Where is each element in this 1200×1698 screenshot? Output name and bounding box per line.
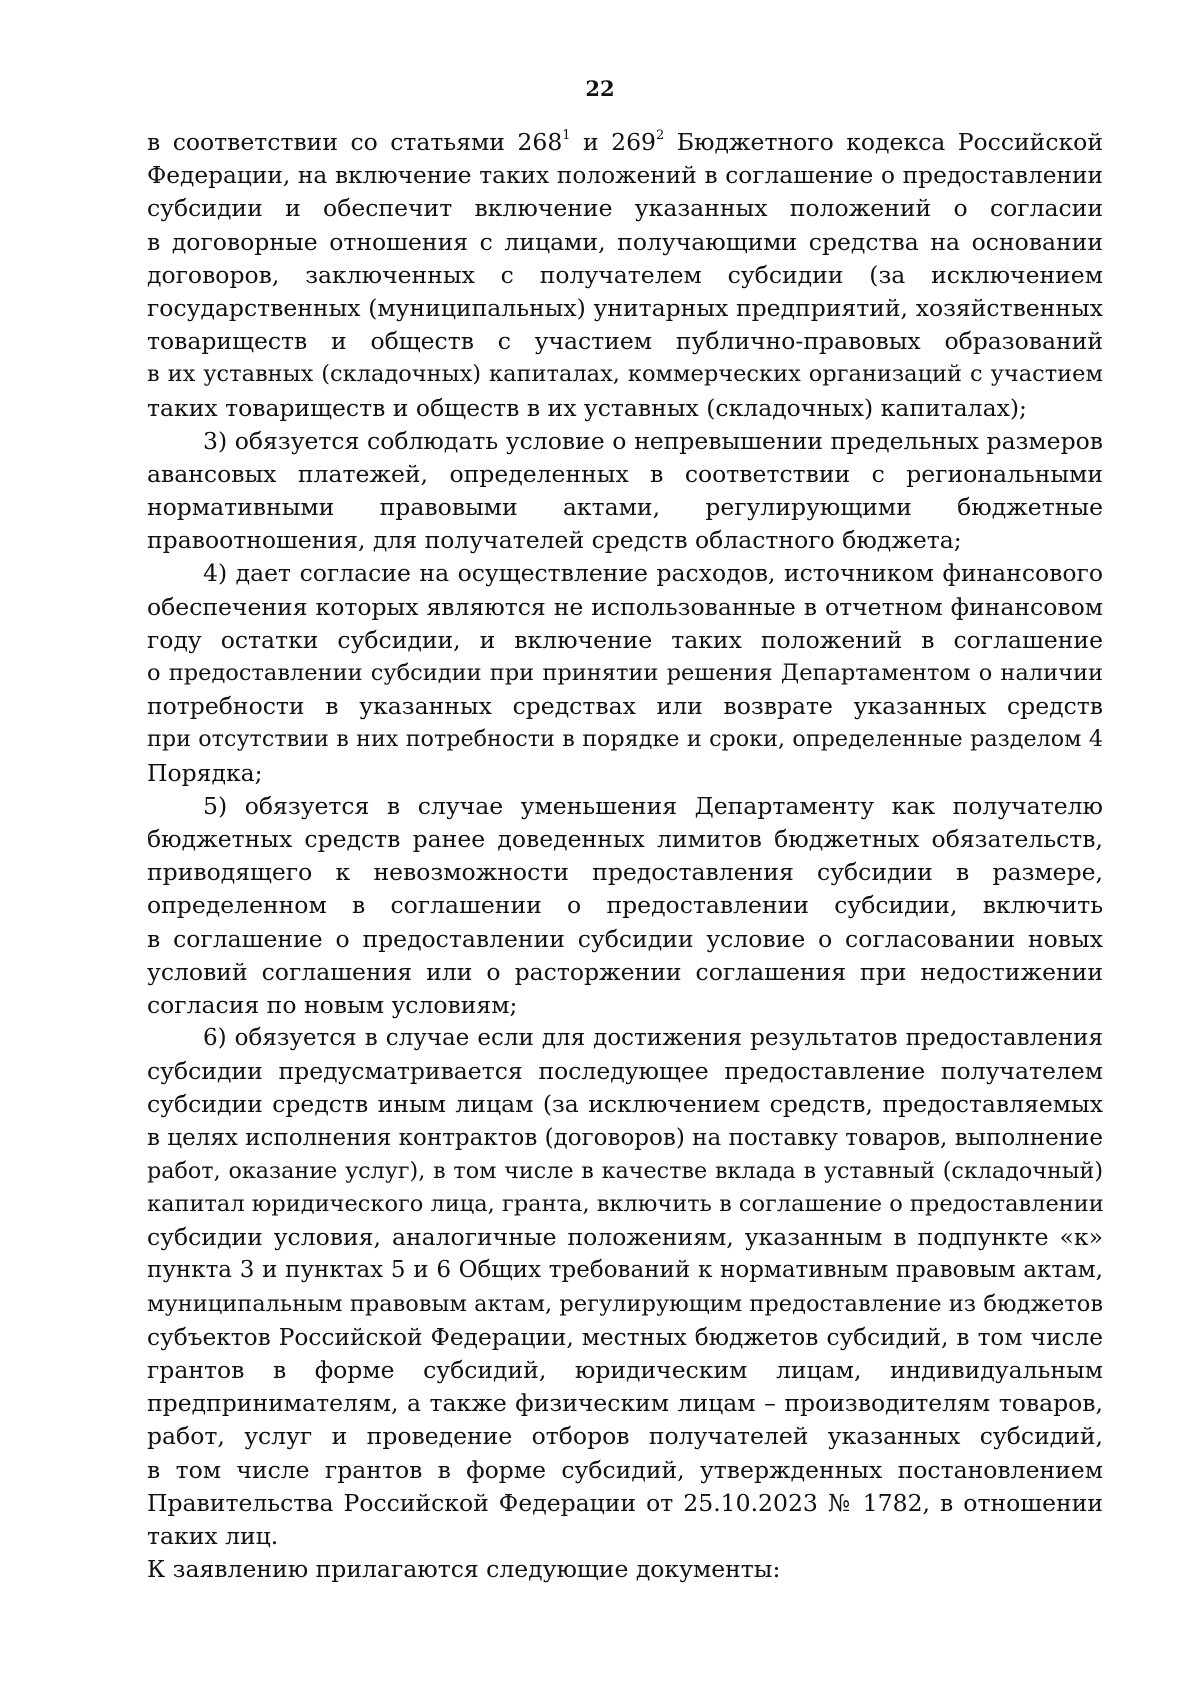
list-item-3-first-line: 3) обязуется соблюдать условие о непревышении предельных размеров [203, 426, 1103, 455]
text-line: субъектов Российской Федерации, местных бюджетов субсидий, в том числе [147, 1323, 1103, 1351]
text-line: о предоставлении субсидии при принятии решения Департаментом о наличии [147, 660, 1103, 686]
text-line: обеспечения которых являются не использованные в отчетном финансовом [147, 592, 1103, 621]
text-line: в соответствии со статьями $268^1$ и $269^2$ Бюджетного кодекса Российской [147, 128, 1103, 156]
superscript: 2 [656, 128, 665, 143]
list-item-4-first-line: 4) дает согласие на осуществление расходов, источником финансового [203, 559, 1103, 588]
text-line: в соглашение о предоставлении субсидии условие о согласовании новых [147, 924, 1103, 953]
text-line: Правительства Российской Федерации от 25.10.2023 № 1782, в отношении [147, 1488, 1103, 1517]
text-line: в целях исполнения контрактов (договоров) на поставку товаров, выполнение [147, 1124, 1103, 1151]
text-line: правоотношения, для получателей средств областного бюджета; [147, 526, 962, 555]
text-line: субсидии средств иным лицам (за исключением средств, предоставляемых [147, 1090, 1103, 1119]
text-line: в договорные отношения с лицами, получающими средства на основании [147, 227, 1103, 256]
text-line: согласия по новым условиям; [147, 990, 518, 1019]
text-line: договоров, заключенных с получателем субсидии (за исключением [147, 260, 1103, 289]
text-line: капитал юридического лица, гранта, включить в соглашение о предоставлении [147, 1191, 1104, 1217]
text-line: муниципальным правовым актам, регулирующим предоставление из бюджетов [147, 1290, 1103, 1317]
list-item-6-first-line: 6) обязуется в случае если для достижения результатов предоставления [203, 1025, 1103, 1052]
text-line: в их уставных (складочных) капиталах, коммерческих организаций с участием [147, 361, 1103, 388]
text-line: при отсутствии в них потребности в порядке и сроки, определенные разделом 4 [147, 726, 1103, 753]
text-line: приводящего к невозможности предоставления субсидии в размере, [147, 858, 1103, 887]
list-item-5-first-line: 5) обязуется в случае уменьшения Департаменту как получателю [203, 791, 1103, 820]
text-line: условий соглашения или о расторжении соглашения при недостижении [147, 957, 1103, 986]
text-line: в том числе грантов в форме субсидий, утвержденных постановлением [147, 1455, 1103, 1484]
text-line: Порядка; [147, 758, 263, 787]
text-line: субсидии и обеспечит включение указанных положений о согласии [147, 194, 1103, 223]
text-line: году остатки субсидии, и включение таких положений в соглашение [147, 625, 1103, 654]
page-number: 22 [585, 76, 615, 101]
text-line: субсидии условия, аналогичные положениям, указанным в подпункте «к» [147, 1223, 1103, 1252]
text-line: государственных (муниципальных) унитарных предприятий, хозяйственных [147, 293, 1103, 322]
text-line: определенном в соглашении о предоставлении субсидии, включить [147, 891, 1103, 920]
text-line: нормативными правовыми актами, регулирующими бюджетные [147, 493, 1103, 522]
text-line: предпринимателям, а также физическим лицам – производителям товаров, [147, 1389, 1103, 1418]
attachments-intro: К заявлению прилагаются следующие документы: [147, 1555, 781, 1584]
text-line: пункта 3 и пунктах 5 и 6 Общих требований к нормативным правовым актам, [147, 1257, 1103, 1284]
text-line: грантов в форме субсидий, юридическим лицам, индивидуальным [147, 1355, 1103, 1384]
text-line: субсидии предусматривается последующее предоставление получателем [147, 1057, 1103, 1086]
text-line: работ, оказание услуг), в том числе в качестве вклада в уставный (складочный) [147, 1157, 1103, 1184]
text-line: бюджетных средств ранее доведенных лимитов бюджетных обязательств, [147, 824, 1103, 853]
text-line: авансовых платежей, определенных в соответствии с региональными [147, 459, 1103, 488]
text-line: таких товариществ и обществ в их уставных (складочных) капиталах); [147, 393, 1027, 422]
text-line: таких лиц. [147, 1521, 279, 1550]
text-line: работ, услуг и проведение отборов получателей указанных субсидий, [147, 1422, 1103, 1451]
text-line: потребности в указанных средствах или возврате указанных средств [147, 692, 1103, 721]
document-body [147, 126, 1103, 1586]
text-line: Федерации, на включение таких положений в соглашение о предоставлении [147, 162, 1103, 190]
superscript: 1 [562, 128, 571, 143]
text-line: товариществ и обществ с участием публично-правовых образований [147, 327, 1103, 356]
